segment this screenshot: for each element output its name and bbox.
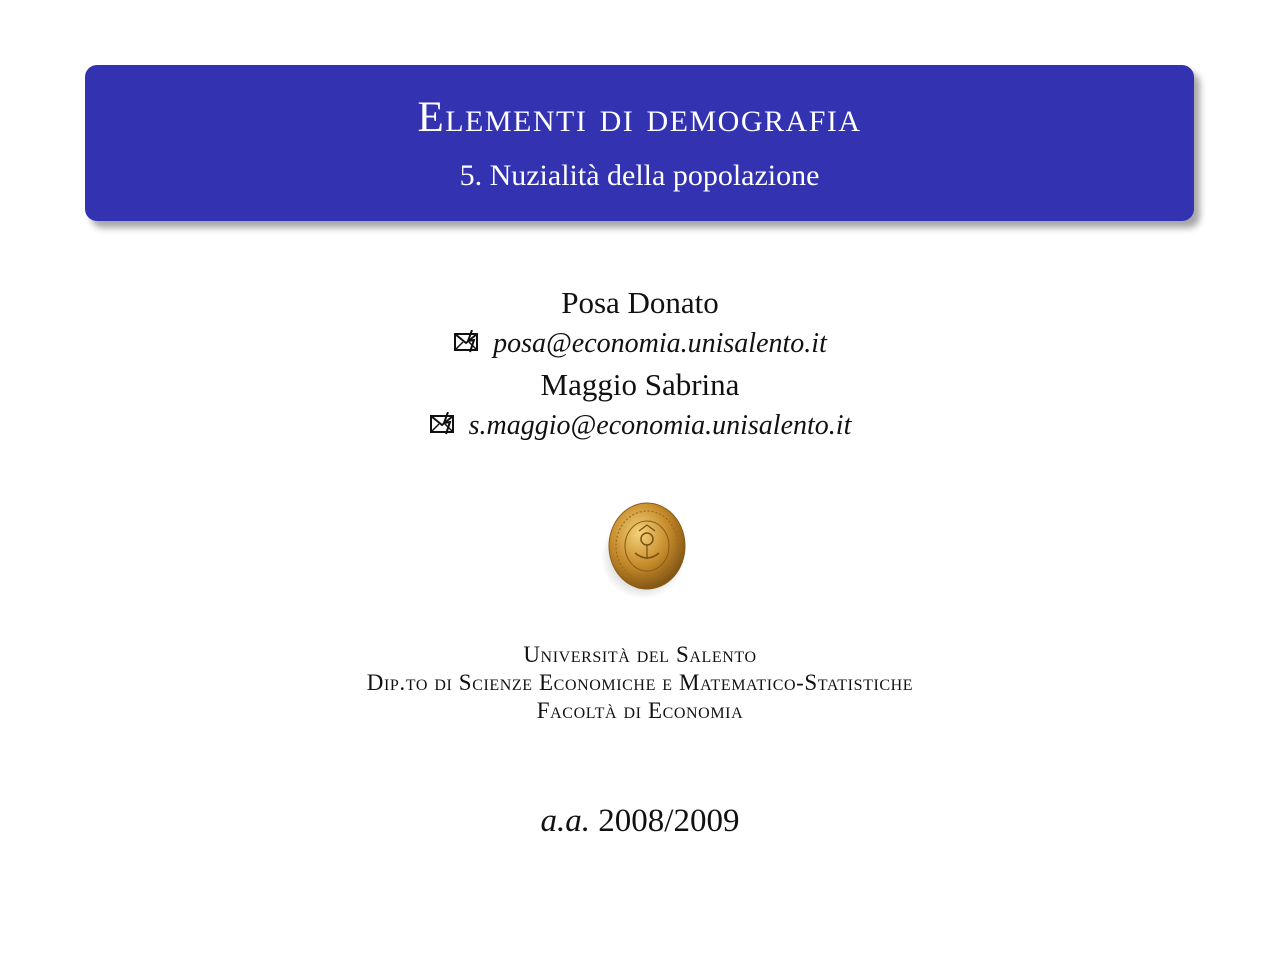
envelope-icon: [429, 410, 457, 434]
academic-year-value: 2008/2009: [598, 803, 740, 839]
university-seal-icon: [599, 501, 689, 599]
presentation-subtitle: 5. Nuzialità della popolazione: [459, 159, 820, 192]
title-box: [85, 65, 1194, 221]
author-name-1: Posa Donato: [561, 285, 719, 320]
author-email-line-2: [0, 408, 1280, 444]
academic-year: [0, 800, 1280, 842]
author-name-2: Maggio Sabrina: [540, 367, 740, 402]
academic-year-prefix: a.a.: [540, 803, 591, 839]
institution-department: Dip.to di Scienze Economiche e Matematico-Statistiche: [366, 670, 914, 695]
author-email-line-1: [0, 326, 1280, 362]
presentation-title: Elementi di demografia: [417, 94, 862, 141]
envelope-icon: [453, 328, 481, 352]
author-email-1[interactable]: posa@economia.unisalento.it: [493, 328, 827, 359]
institution-faculty: Facoltà di Economia: [536, 698, 744, 723]
institution-university: Università del Salento: [523, 642, 757, 667]
author-email-2[interactable]: s.maggio@economia.unisalento.it: [468, 410, 852, 441]
